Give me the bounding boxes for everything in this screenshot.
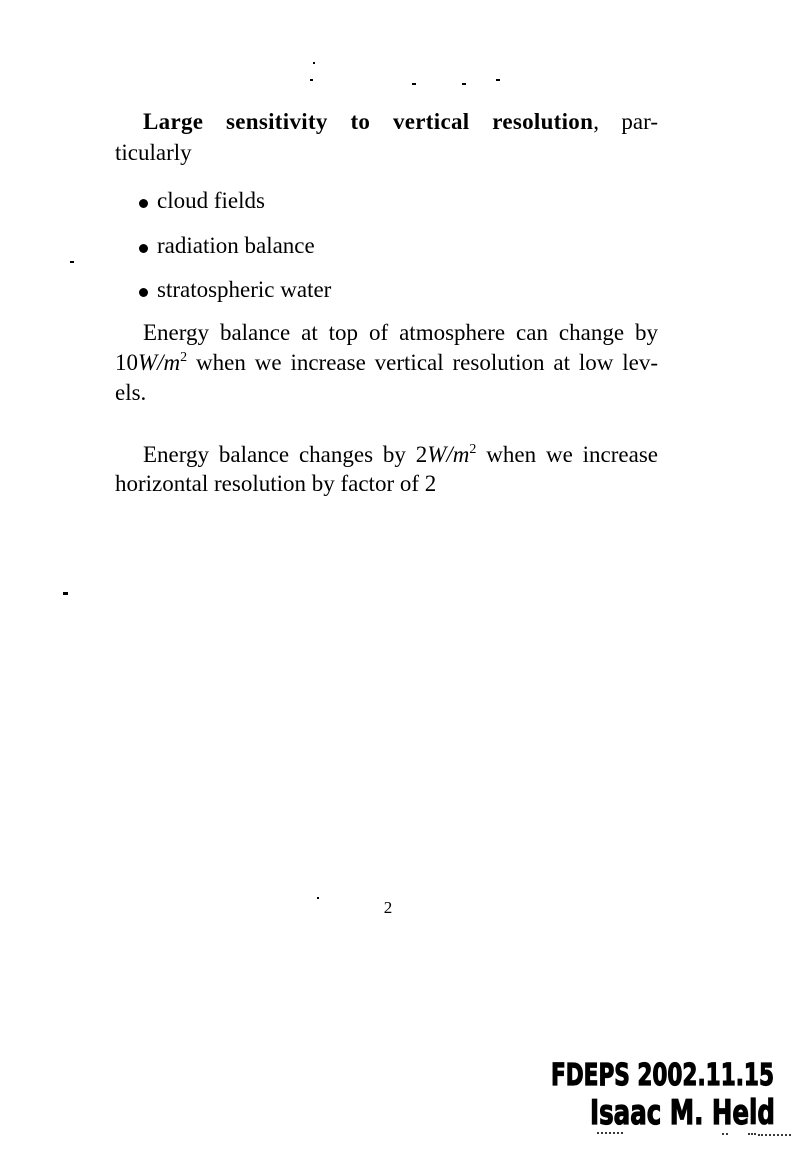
math-superscript: 2 [180,350,188,365]
paragraph-1-line-3: els. [115,380,147,405]
scan-dotted-trace [758,1134,791,1136]
list-item [115,186,658,216]
heading-tail-text: , par- [593,109,658,134]
math-coefficient: 2 [415,442,428,467]
paragraph-2-line-1-rest: when we increase [476,442,658,467]
math-superscript: 2 [469,442,477,457]
handwritten-signature: Isaac M. Held [590,1093,775,1133]
list-item [115,231,658,261]
scan-speck [317,897,319,899]
handwritten-date: FDEPS 2002.11.15 [551,1058,774,1093]
scan-speck [462,83,466,85]
scan-speck [313,62,315,64]
paragraph-1-line-2 [115,348,658,378]
bullet-icon [139,199,148,208]
page-number: 2 [383,898,393,917]
bullet-label: cloud fields [157,188,265,213]
paragraph-2-line-1 [115,440,658,470]
bullet-label: stratospheric water [157,277,332,302]
math-expression: W/m [138,350,181,375]
paragraph-2-line-2: horizontal resolution by factor of 2 [115,471,437,496]
paragraph-1-line-1: Energy balance at top of atmosphere can change by [143,320,658,345]
math-expression: W/m [427,442,470,467]
list-item [115,275,658,305]
heading-bold-text: Large sensitivity to vertical resolution [143,109,594,134]
scan-speck [310,79,313,81]
bullet-icon [139,288,148,297]
scan-dotted-trace [722,1133,728,1135]
heading-line-1 [115,107,658,137]
scan-dotted-trace [748,1133,756,1135]
scan-speck [63,592,68,595]
scan-dotted-trace [597,1132,623,1134]
scan-speck [412,83,416,85]
bullet-label: radiation balance [157,233,315,258]
paragraph-2-line-1-text: Energy balance changes by [143,442,416,467]
bullet-icon [139,244,148,253]
math-coefficient: 10 [115,350,138,375]
heading-line-2: ticularly [115,140,192,165]
paragraph-1-line-2-text: when we increase vertical resolution at low lev- [187,350,658,375]
scan-speck [70,261,74,263]
scan-speck [496,79,500,81]
